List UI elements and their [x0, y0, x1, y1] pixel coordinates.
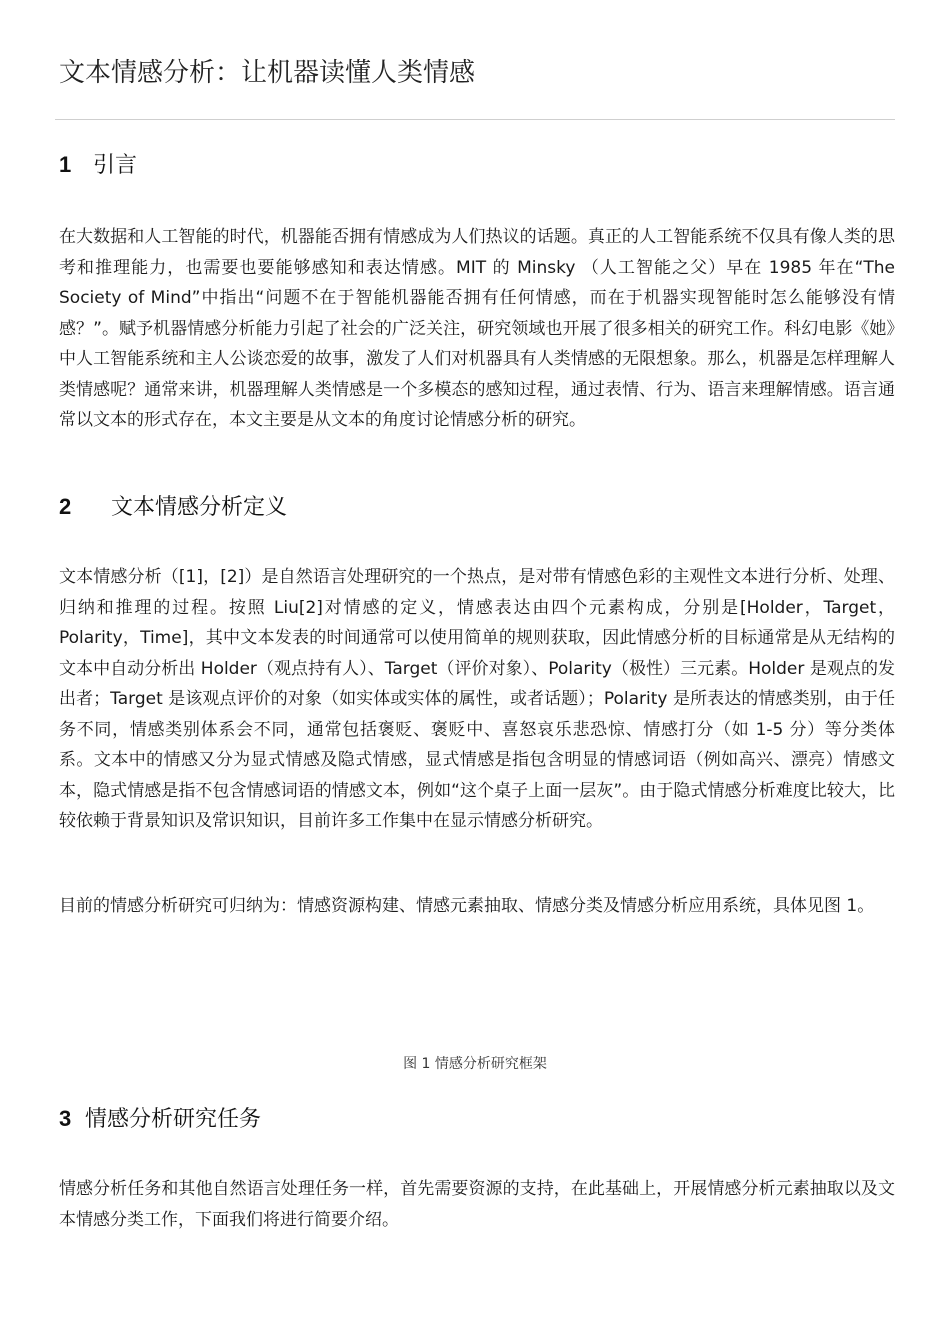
- section-title: 引言: [93, 153, 138, 178]
- tasks-paragraph: 情感分析任务和其他自然语言处理任务一样，首先需要资源的支持，在此基础上，开展情感分析元素抽取以及文本情感分类工作，下面我们将进行简要介绍。: [59, 1179, 895, 1230]
- title-divider: [55, 119, 895, 120]
- intro-paragraph: 在大数据和人工智能的时代，机器能否拥有情感成为人们热议的话题。真正的人工智能系统不仅具有像人类的思考和推理能力，也需要也要能够感知和表达情感。MIT 的 Minsky （人工智能之父）早在 1985 年在“The Society of Mind”中指出“问题不在于智能机器能否拥有任何情感，而在于机器实现智能时怎么能够没有情感？”。赋予机器情感分析能力引起了社会的广泛关注，研究领域也开展了很多相关的研究工作。科幻电影《她》中人工智能系统和主人公谈恋爱的故事，激发了人们对机器具有人类情感的无限想象。那么，机器是怎样理解人类情感呢？通常来讲，机器理解人类情感是一个多模态的感知过程，通过表情、行为、语言来理解情感。语言通常以文本的形式存在，本文主要是从文本的角度讨论情感分析的研究。: [59, 227, 895, 430]
- section-title: 文本情感分析定义: [111, 495, 288, 520]
- section-heading-definition: [59, 492, 287, 523]
- document-title: 文本情感分析：让机器读懂人类情感: [59, 58, 476, 88]
- section-heading-intro: [59, 150, 137, 181]
- figure-caption: 图 1 情感分析研究框架: [403, 1056, 547, 1072]
- research-summary-paragraph: 目前的情感分析研究可归纳为：情感资源构建、情感元素抽取、情感分类及情感分析应用系统，具体见图 1。: [59, 896, 875, 916]
- definition-paragraph: 文本情感分析（[1]，[2]）是自然语言处理研究的一个热点，是对带有情感色彩的主观性文本进行分析、处理、归纳和推理的过程。按照 Liu[2]对情感的定义，情感表达由四个元素构成，分别是[Holder，Target，Polarity，Time]，其中文本发表的时间通常可以使用简单的规则获取，因此情感分析的目标通常是从无结构的文本中自动分析出 Holder（观点持有人）、Target（评价对象）、Polarity（极性）三元素。Holder 是观点的发出者；Target 是该观点评价的对象（如实体或实体的属性，或者话题）；Polarity 是所表达的情感类别，由于任务不同，情感类别体系会不同，通常包括褒贬、褒贬中、喜怒哀乐悲恐惊、情感打分（如 1-5 分）等分类体系。文本中的情感又分为显式情感及隐式情感，显式情感是指包含明显的情感词语（例如高兴、漂亮）情感文本，隐式情感是指不包含情感词语的情感文本，例如“这个桌子上面一层灰”。由于隐式情感分析难度比较大，比较依赖于背景知识及常识知识，目前许多工作集中在显示情感分析研究。: [59, 567, 896, 831]
- section-title: 情感分析研究任务: [85, 1107, 262, 1132]
- section-heading-tasks: [59, 1104, 261, 1135]
- section-number: 3: [59, 1106, 72, 1131]
- section-number: 2: [59, 494, 72, 519]
- section-number: 1: [59, 152, 72, 177]
